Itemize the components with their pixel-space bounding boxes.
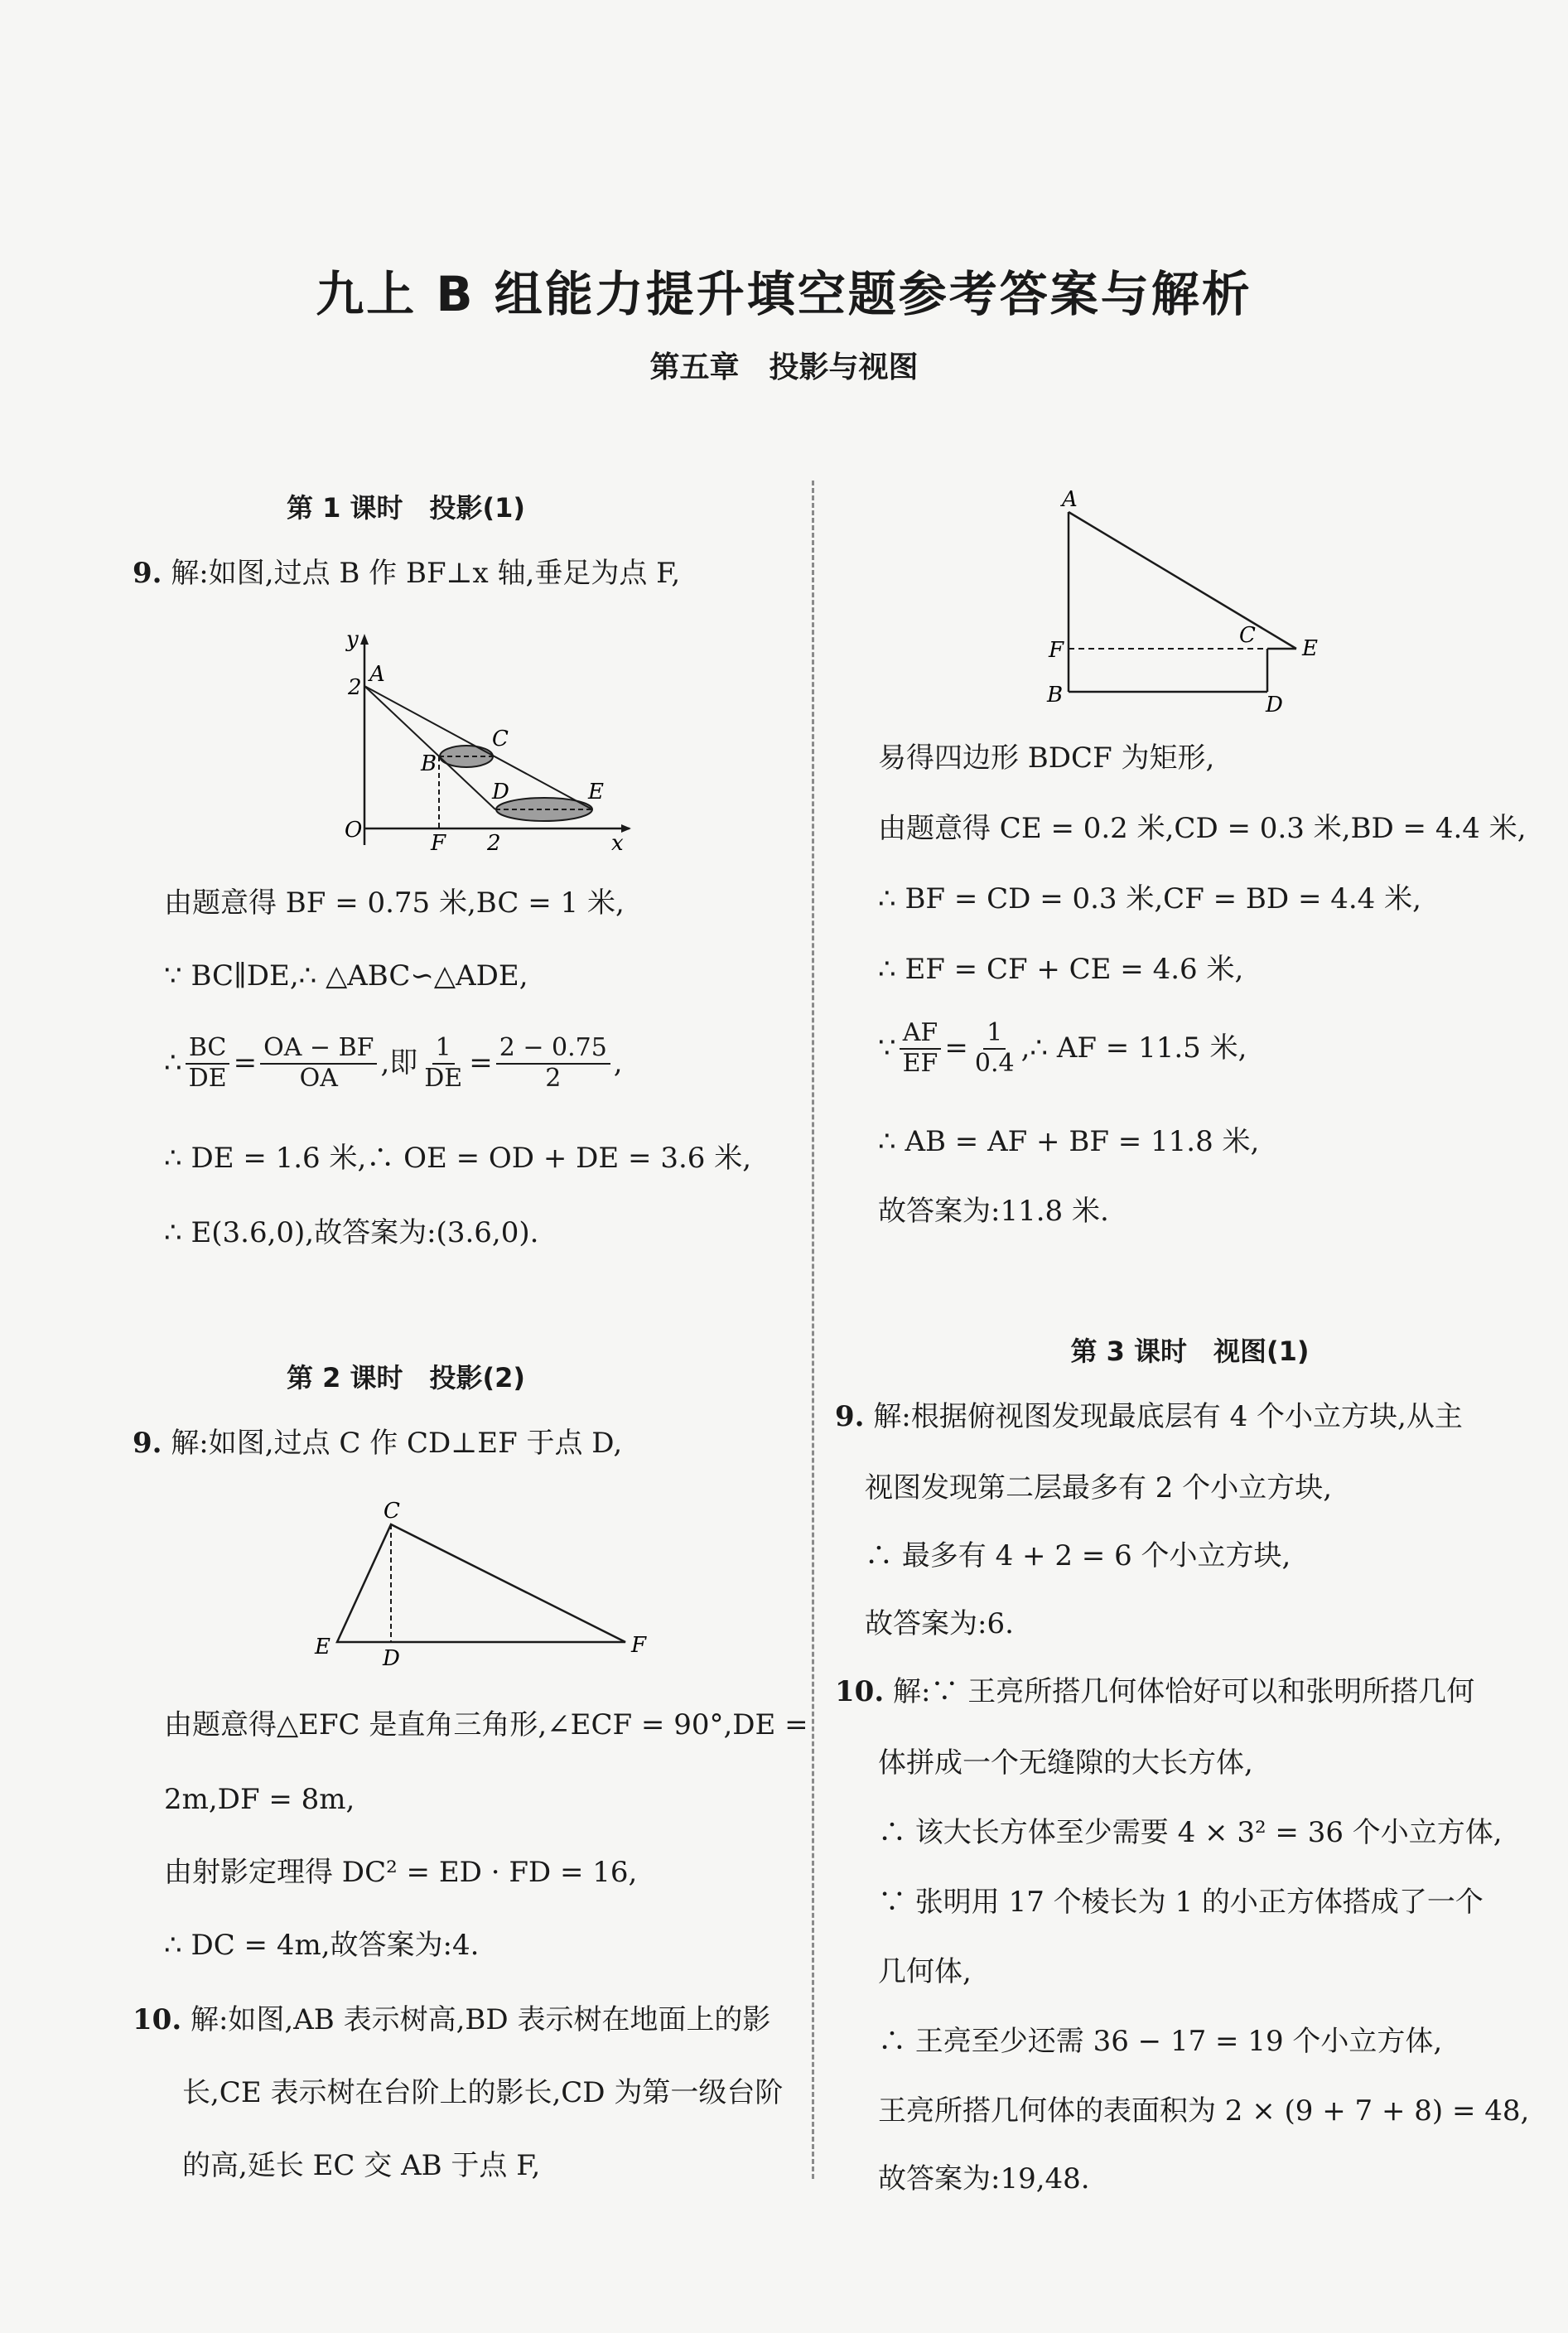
q10-lesson2-text-1: 解:如图,AB 表示树高,BD 表示树在地面上的影	[190, 2003, 771, 2036]
fraction-denominator: EF	[902, 1048, 938, 1078]
right-proportion-line: ∵ $\frac{AF}{EF}$ = $\frac{1}{0.4}$ ,∴ AF = 11.5 米,	[878, 1018, 1247, 1078]
because-symbol: ∵	[878, 1031, 896, 1065]
label-y: y	[346, 627, 359, 652]
q10-lesson3-text-1: 解:∵ 王亮所搭几何体恰好可以和张明所搭几何	[892, 1675, 1475, 1708]
fraction-1-04	[972, 1019, 1018, 1078]
fraction-numerator: OA − BF	[260, 1034, 377, 1065]
q10-lesson3-line-3: ∴ 该大长方体至少需要 4 × 3² = 36 个小立方体,	[878, 1816, 1503, 1849]
right-line-7: 故答案为:11.8 米.	[878, 1195, 1109, 1228]
right-line-6: ∴ AB = AF + BF = 11.8 米,	[878, 1125, 1260, 1158]
q9-lesson3-line-3: ∴ 最多有 4 + 2 = 6 个小立方块,	[865, 1539, 1291, 1572]
question-number: 9.	[133, 557, 162, 590]
section-title-lesson-1: 第 1 课时 投影(1)	[286, 492, 526, 524]
page-title: 九上 B 组能力提升填空题参考答案与解析	[316, 266, 1252, 322]
q9-lesson3-line-2: 视图发现第二层最多有 2 个小立方块,	[865, 1471, 1333, 1505]
fraction-1-de	[421, 1034, 466, 1093]
label-D: D	[492, 780, 509, 804]
label-C: C	[384, 1499, 400, 1524]
label-E: E	[315, 1635, 330, 1659]
section-title-lesson-3: 第 3 课时 视图(1)	[1070, 1336, 1310, 1367]
label-F: F	[431, 831, 446, 853]
label-D: D	[1266, 693, 1283, 717]
segment-ae	[1069, 512, 1296, 649]
fraction-numerator: 1	[432, 1034, 455, 1065]
chapter-title: 第五章 投影与视图	[649, 350, 919, 384]
lesson1-line-1: 由题意得 BF = 0.75 米,BC = 1 米,	[164, 886, 625, 920]
triangle-efc	[337, 1524, 625, 1642]
fraction-af-ef	[900, 1019, 942, 1078]
column-divider	[812, 481, 814, 2179]
label-B: B	[1047, 683, 1064, 708]
q10-lesson3-line-7: 王亮所搭几何体的表面积为 2 × (9 + 7 + 8) = 48,	[878, 2094, 1530, 2128]
label-E: E	[1302, 636, 1318, 661]
q10-lesson3-line-4: ∵ 张明用 17 个棱长为 1 的小正方体搭成了一个	[878, 1886, 1484, 1919]
right-line-3: ∴ BF = CD = 0.3 米,CF = BD = 4.4 米,	[878, 882, 1421, 915]
label-x: x	[611, 831, 624, 853]
q9-lesson3-line-1	[835, 1400, 1463, 1434]
comma: ,	[613, 1046, 623, 1080]
q10-lesson3-line-1	[835, 1675, 1474, 1709]
label-D: D	[383, 1646, 400, 1665]
lesson1-line-2: ∵ BC∥DE,∴ △ABC∽△ADE,	[164, 959, 528, 993]
therefore-symbol: ∴	[164, 1046, 182, 1080]
q10-lesson3-line-5: 几何体,	[878, 1955, 972, 1988]
q9-lesson1-text: 解:如图,过点 B 作 BF⊥x 轴,垂足为点 F,	[171, 557, 681, 590]
fraction-2-075	[496, 1034, 610, 1093]
lesson1-proportion-line: ∴ $\frac{BC}{DE}$ = $\frac{OA - BF}{OA}$ ,即 $\frac{1}{DE}$ = $\frac{2 - 0.75}{2}$ ,	[164, 1033, 623, 1093]
fraction-denominator: DE	[424, 1063, 463, 1093]
q9-lesson3-text-1: 解:根据俯视图发现最底层有 4 个小立方块,从主	[873, 1400, 1463, 1433]
q9-lesson2-text: 解:如图,过点 C 作 CD⊥EF 于点 D,	[171, 1427, 623, 1460]
q10-lesson3-line-2: 体拼成一个无缝隙的大长方体,	[878, 1746, 1253, 1780]
fraction-denominator: 2	[545, 1063, 562, 1093]
figure-tree-shadow	[1035, 485, 1342, 717]
label-A: A	[369, 662, 385, 687]
q10-lesson2-line-1	[133, 2003, 770, 2037]
y-axis-arrow	[360, 634, 369, 645]
label-A: A	[1062, 487, 1078, 512]
label-E: E	[588, 780, 604, 804]
ray-a-e	[364, 686, 592, 809]
fraction-oa-bf	[260, 1034, 377, 1093]
q9-lesson3-line-4: 故答案为:6.	[865, 1607, 1014, 1640]
lesson1-line-4: ∴ DE = 1.6 米,∴ OE = OD + DE = 3.6 米,	[164, 1142, 752, 1175]
question-number: 9.	[133, 1427, 162, 1460]
fraction-numerator: AF	[900, 1019, 941, 1050]
lesson2-line-4: ∴ DC = 4m,故答案为:4.	[164, 1929, 480, 1962]
question-number: 10.	[835, 1675, 885, 1708]
q10-lesson2-line-2: 长,CE 表示树在台阶上的影长,CD 为第一级台阶	[182, 2076, 784, 2109]
label-O: O	[345, 818, 363, 843]
label-C: C	[492, 727, 509, 751]
label-two-y: 2	[348, 675, 362, 700]
q10-lesson3-line-6: ∴ 王亮至少还需 36 − 17 = 19 个小立方体,	[878, 2025, 1443, 2058]
label-B: B	[421, 751, 437, 776]
section-title-lesson-2: 第 2 课时 投影(2)	[286, 1362, 526, 1394]
label-two-x: 2	[487, 831, 501, 853]
lesson2-line-3: 由射影定理得 DC² = ED · FD = 16,	[164, 1856, 638, 1889]
right-line-1: 易得四边形 BDCF 为矩形,	[878, 741, 1215, 775]
q9-lesson2-intro	[133, 1427, 622, 1461]
right-line-4: ∴ EF = CF + CE = 4.6 米,	[878, 953, 1244, 986]
question-number: 9.	[835, 1400, 865, 1433]
question-number: 10.	[133, 2003, 182, 2036]
figure-right-triangle	[306, 1491, 654, 1665]
fraction-denominator: 0.4	[974, 1048, 1015, 1078]
right-proportion-tail: ,∴ AF = 11.5 米,	[1020, 1031, 1247, 1065]
q10-lesson2-line-3: 的高,延长 EC 交 AB 于点 F,	[182, 2149, 541, 2182]
figure-coordinate-projection	[315, 621, 646, 853]
q9-lesson1-intro	[133, 557, 680, 591]
right-line-2: 由题意得 CE = 0.2 米,CD = 0.3 米,BD = 4.4 米,	[878, 812, 1527, 845]
label-F: F	[1049, 638, 1064, 663]
label-C: C	[1239, 623, 1256, 648]
lesson2-line-1: 由题意得△EFC 是直角三角形,∠ECF = 90°,DE =	[164, 1708, 808, 1741]
fraction-denominator: DE	[188, 1063, 227, 1093]
fraction-bc-de	[186, 1034, 230, 1093]
text-ji: ,即	[380, 1046, 418, 1080]
fraction-numerator: 1	[983, 1019, 1006, 1050]
fraction-denominator: OA	[299, 1063, 338, 1093]
lesson1-line-5: ∴ E(3.6,0),故答案为:(3.6,0).	[164, 1216, 539, 1249]
fraction-numerator: BC	[186, 1034, 230, 1065]
label-F: F	[631, 1633, 647, 1658]
lesson2-line-2: 2m,DF = 8m,	[164, 1783, 355, 1816]
q10-lesson3-line-8: 故答案为:19,48.	[878, 2162, 1090, 2195]
fraction-numerator: 2 − 0.75	[496, 1034, 610, 1065]
